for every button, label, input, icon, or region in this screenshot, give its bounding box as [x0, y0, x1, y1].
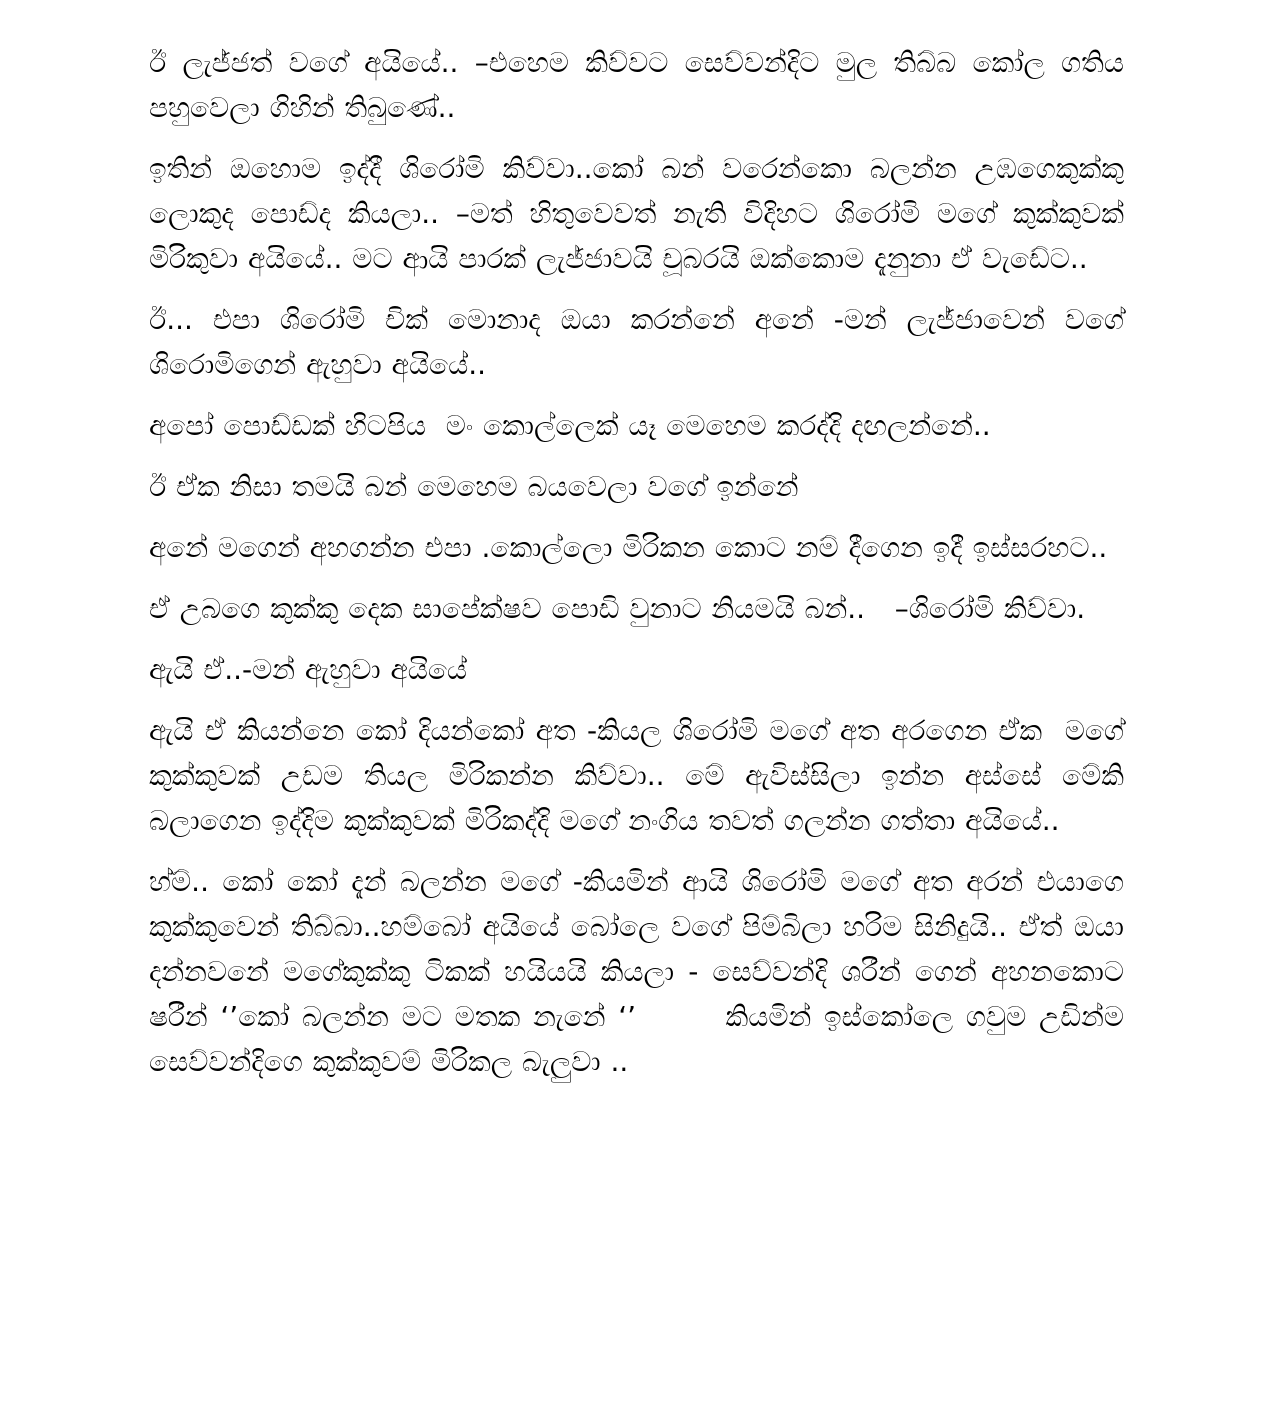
paragraph: හ්ම්.. කෝ කෝ දැන් බලන්න මගේ -කියමින් ආයි ශිරෝමි මගේ අත අරන් එයාගෙ කුක්කුවෙන් තිබ්බා..හම්බෝ අයියේ බෝලෙ වගේ පිම්බිලා හරිම සිනිදුයි.. ඒත් ඔයා දන්නවනේ මගේකුක්කු ටිකක් හයියයි කියලා - සෙව්වන්දි ශරීන් ගෙන් අහනකොට ෂරීන් ‘’කෝ බලන්න මට මතක නැනේ ‘’ කියමින් ඉස්කෝලෙ ගවුම උඩින්ම සෙව්වන්දිගෙ කුක්කුවම් මිරිකල බැලුවා .. [149, 865, 1134, 1078]
paragraph: අනේ මගෙන් අහගන්න එපා .කොල්ලො මිරිකන කොට නම් දීගෙන ඉදී ඉස්සරහට.. [149, 531, 1108, 564]
paragraph: ඉතින් ඔහොම ඉද්දී ශිරෝමි කිව්වා..කෝ බන් වරෙන්කො බලන්න උඹගෙකුක්කු ලොකුද පොඩ්ද කියලා.. –මත් හිතුවෙවත් නැති විදිහට ශිරෝමි මගේ කුක්කුවක් මිරිකුවා අයියේ.. මට ආයි පාරක් ලැජ්ජාවයි චූබරයි ඔක්කොම දැනුනා ඒ වැඩේට.. [149, 152, 1134, 275]
paragraph: ඒ උබගෙ කුක්කු දෙක සාපේක්ෂව පොඩි වුනාට නියමයි බන්.. –ශිරෝමි කිව්වා. [149, 592, 1086, 625]
paragraph: ඇයි ඒ කියන්නෙ කෝ දියන්කෝ අත -කියල ශිරෝමි මගේ අත අරගෙන ඒක මගේ කුක්කුවක් උඩම තියල මිරිකන්න කිව්වා.. මේ ඇවිස්සිලා ඉන්න අස්සේ මේකි බලාගෙන ඉද්දිම කුක්කුවක් මිරිකද්දි මගේ නංගිය තවත් ගලන්න ගත්තා අයියේ.. [149, 714, 1134, 837]
document-page [149, 40, 1134, 1100]
paragraph: අපෝ පොඩ්ඩක් හිටපිය මං කොල්ලෙක් යෑ මෙහෙම කරද්දි දඟලන්නේ.. [149, 409, 991, 442]
paragraph: ඊ ලැජ්ජත් වගේ අයියේ.. –එහෙම කිව්වට සෙව්වන්දිට මුල තිබ්බ කෝල ගතිය පහුවෙලා ගිහින් තිබුණේ.. [149, 46, 1134, 124]
paragraph: ඇයි ඒ..-මන් ඇහුවා අයියේ [149, 653, 468, 686]
paragraph: ඊ ඒක නිසා තමයි බන් මෙහෙම බයවෙලා වගේ ඉන්නේ [149, 470, 799, 503]
paragraph: ඊ... එපා ශිරෝමි චික් මොනාද ඔයා කරන්නේ අනේ -මන් ලැජ්ජාවෙන් වගේ ශිරොමිගෙන් ඇහුවා අයියේ.. [149, 303, 1134, 381]
